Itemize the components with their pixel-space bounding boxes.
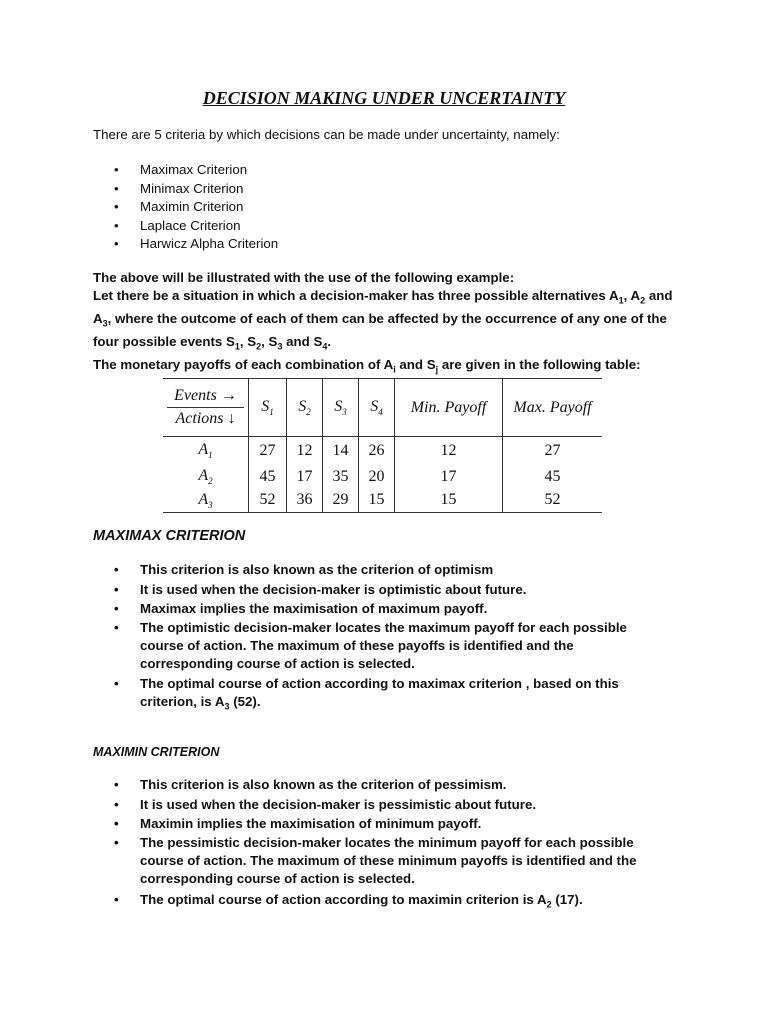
list-item: • The optimistic decision-maker locates the maximum payoff for each possible course of action. The maximum of these payoffs is identified and the corresponding course of action is selected. bbox=[0, 619, 650, 674]
header-s3: $S_3$ bbox=[323, 379, 359, 437]
example-line: The above will be illustrated with the use of the following example: bbox=[93, 270, 515, 285]
table-row: $A_2$ 45 17 35 20 17 45 bbox=[163, 465, 602, 489]
list-item: • It is used when the decision-maker is pessimistic about future. bbox=[0, 795, 650, 815]
header-s2: $S_2$ bbox=[287, 379, 323, 437]
payoff-table bbox=[163, 378, 602, 513]
header-max-payoff: Max. Payoff bbox=[503, 379, 603, 437]
list-item: • The optimal course of action according to maximax criterion , based on this criterion, is $A_3$ (52). bbox=[0, 675, 650, 716]
list-item: • This criterion is also known as the criterion of optimism bbox=[0, 560, 650, 580]
header-min-payoff: Min. Payoff bbox=[395, 379, 503, 437]
maximax-list bbox=[0, 560, 650, 716]
list-item: • The optimal course of action according to maximin criterion is $A_2$ (17). bbox=[0, 890, 650, 915]
intro-text: There are 5 criteria by which decisions can be made under uncertainty, namely: bbox=[93, 127, 560, 142]
example-line: four possible events $S_1$, $S_2$, $S_3$ and $S_4$. bbox=[93, 333, 332, 352]
list-item: • Harwicz Alpha Criterion bbox=[0, 235, 278, 254]
list-item: • Maximin implies the maximisation of minimum payoff. bbox=[0, 814, 650, 834]
list-item: • It is used when the decision-maker is optimistic about future. bbox=[0, 580, 650, 600]
header-s4: $S_4$ bbox=[359, 379, 395, 437]
maximax-heading: MAXIMAX CRITERION bbox=[93, 528, 246, 544]
example-paragraph bbox=[93, 269, 673, 379]
list-item: • This criterion is also known as the criterion of pessimism. bbox=[0, 775, 650, 795]
criteria-list bbox=[0, 161, 278, 254]
header-s1: $S_1$ bbox=[249, 379, 287, 437]
maximin-heading: MAXIMIN CRITERION bbox=[93, 745, 220, 759]
corner-header: Events → Actions ↓ bbox=[163, 379, 249, 437]
list-item: • Minimax Criterion bbox=[0, 180, 278, 199]
table-row: $A_3$ 52 36 29 15 15 52 bbox=[163, 489, 602, 513]
list-item: • Laplace Criterion bbox=[0, 217, 278, 236]
example-line: $A_3$, where the outcome of each of them can be affected by the occurrence of any one of the bbox=[93, 311, 667, 329]
list-item: • Maximin Criterion bbox=[0, 198, 278, 217]
list-item: • Maximax implies the maximisation of maximum payoff. bbox=[0, 599, 650, 619]
example-line: The monetary payoffs of each combination of $A_i$ and $S_j$ are given in the following table: bbox=[93, 356, 641, 375]
example-line: Let there be a situation in which a decision-maker has three possible alternatives $A_1$, $A_2$ and bbox=[93, 288, 673, 306]
table-row: $A_1$ 27 12 14 26 12 27 bbox=[163, 437, 602, 465]
maximin-list bbox=[0, 775, 650, 915]
page-title: DECISION MAKING UNDER UNCERTAINTY bbox=[202, 88, 566, 108]
list-item: • Maximax Criterion bbox=[0, 161, 278, 180]
list-item: • The pessimistic decision-maker locates the minimum payoff for each possible course of action. The maximum of these minimum payoffs is identified and the corresponding course of action is selected. bbox=[0, 834, 650, 889]
